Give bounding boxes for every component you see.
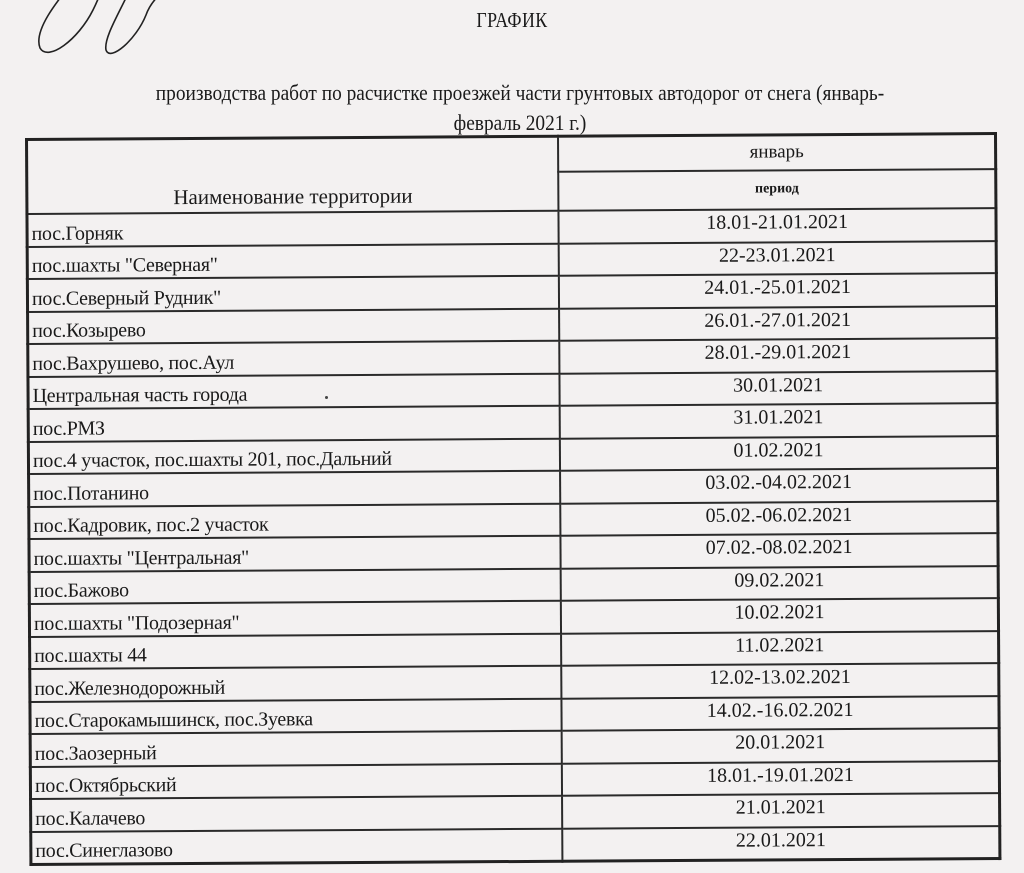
period-cell: 03.02.-04.02.2021 [560,468,998,503]
territory-name-cell: пос.Вахрушево, пос.Аул [28,341,560,377]
territory-name-cell: пос.шахты "Подозерная" [29,601,561,637]
period-cell: 18.01-21.01.2021 [559,208,997,243]
period-cell: 14.02.-16.02.2021 [562,696,1000,731]
territory-name-cell: пос.Железнодорожный [30,666,562,702]
territory-name-cell: пос.шахты "Центральная" [29,536,561,572]
territory-name-cell: пос.шахты 44 [30,633,562,669]
table-body [27,208,1000,864]
document-title: ГРАФИК [476,8,548,32]
subtitle-line-2: февраль 2021 г.) [453,110,587,135]
period-cell: 20.01.2021 [562,728,1000,763]
period-cell: 11.02.2021 [561,631,999,666]
period-cell: 26.01.-27.01.2021 [559,306,997,341]
period-cell: 31.01.2021 [560,403,998,438]
territory-name-cell: пос.Горняк [27,211,559,247]
territory-name-cell: пос.Старокамышинск, пос.Зуевка [30,698,562,734]
schedule-table [25,132,1001,866]
schedule-table-container [25,132,1001,866]
territory-name-cell: пос.Октябрьский [30,763,562,799]
territory-name-cell: пос.РМЗ [28,406,560,442]
period-cell: 28.01.-29.01.2021 [559,338,997,373]
territory-name-cell: пос.шахты "Северная" [27,243,559,279]
period-cell: 18.01.-19.01.2021 [562,761,1000,796]
subtitle-line-1: производства работ по расчистке проезжей части грунтовых автодорог от снега (январь- [155,80,885,105]
period-cell: 30.01.2021 [560,371,998,406]
table-row [31,826,1000,865]
header-month: январь [558,134,996,172]
territory-name-cell: пос.Заозерный [30,731,562,767]
territory-name-cell: пос.Синеглазово [31,828,563,864]
territory-name-cell: пос.4 участок, пос.шахты 201, пос.Дальний [28,438,560,474]
speck [325,396,328,399]
territory-name-cell: пос.Бажово [29,568,561,604]
period-cell: 24.01.-25.01.2021 [559,273,997,308]
territory-name-cell: пос.Козырево [28,308,560,344]
period-cell: 09.02.2021 [561,566,999,601]
period-cell: 01.02.2021 [560,436,998,471]
period-cell: 07.02.-08.02.2021 [561,533,999,568]
territory-name-cell: пос.Кадровик, пос.2 участок [29,503,561,539]
territory-name-cell: пос.Потанино [29,471,561,507]
period-cell: 22-23.01.2021 [559,241,997,276]
period-cell: 10.02.2021 [561,598,999,633]
period-cell: 22.01.2021 [562,826,1000,862]
document-subtitle [30,78,1010,138]
territory-name-cell: Центральная часть города [28,373,560,409]
period-cell: 21.01.2021 [562,793,1000,828]
period-cell: 12.02-13.02.2021 [561,663,999,698]
territory-name-cell: пос.Северный Рудник" [27,276,559,312]
header-period: период [558,169,996,211]
territory-name-cell: пос.Калачево [31,796,563,832]
header-territory-name: Наименование территории [27,136,559,214]
period-cell: 05.02.-06.02.2021 [560,501,998,536]
